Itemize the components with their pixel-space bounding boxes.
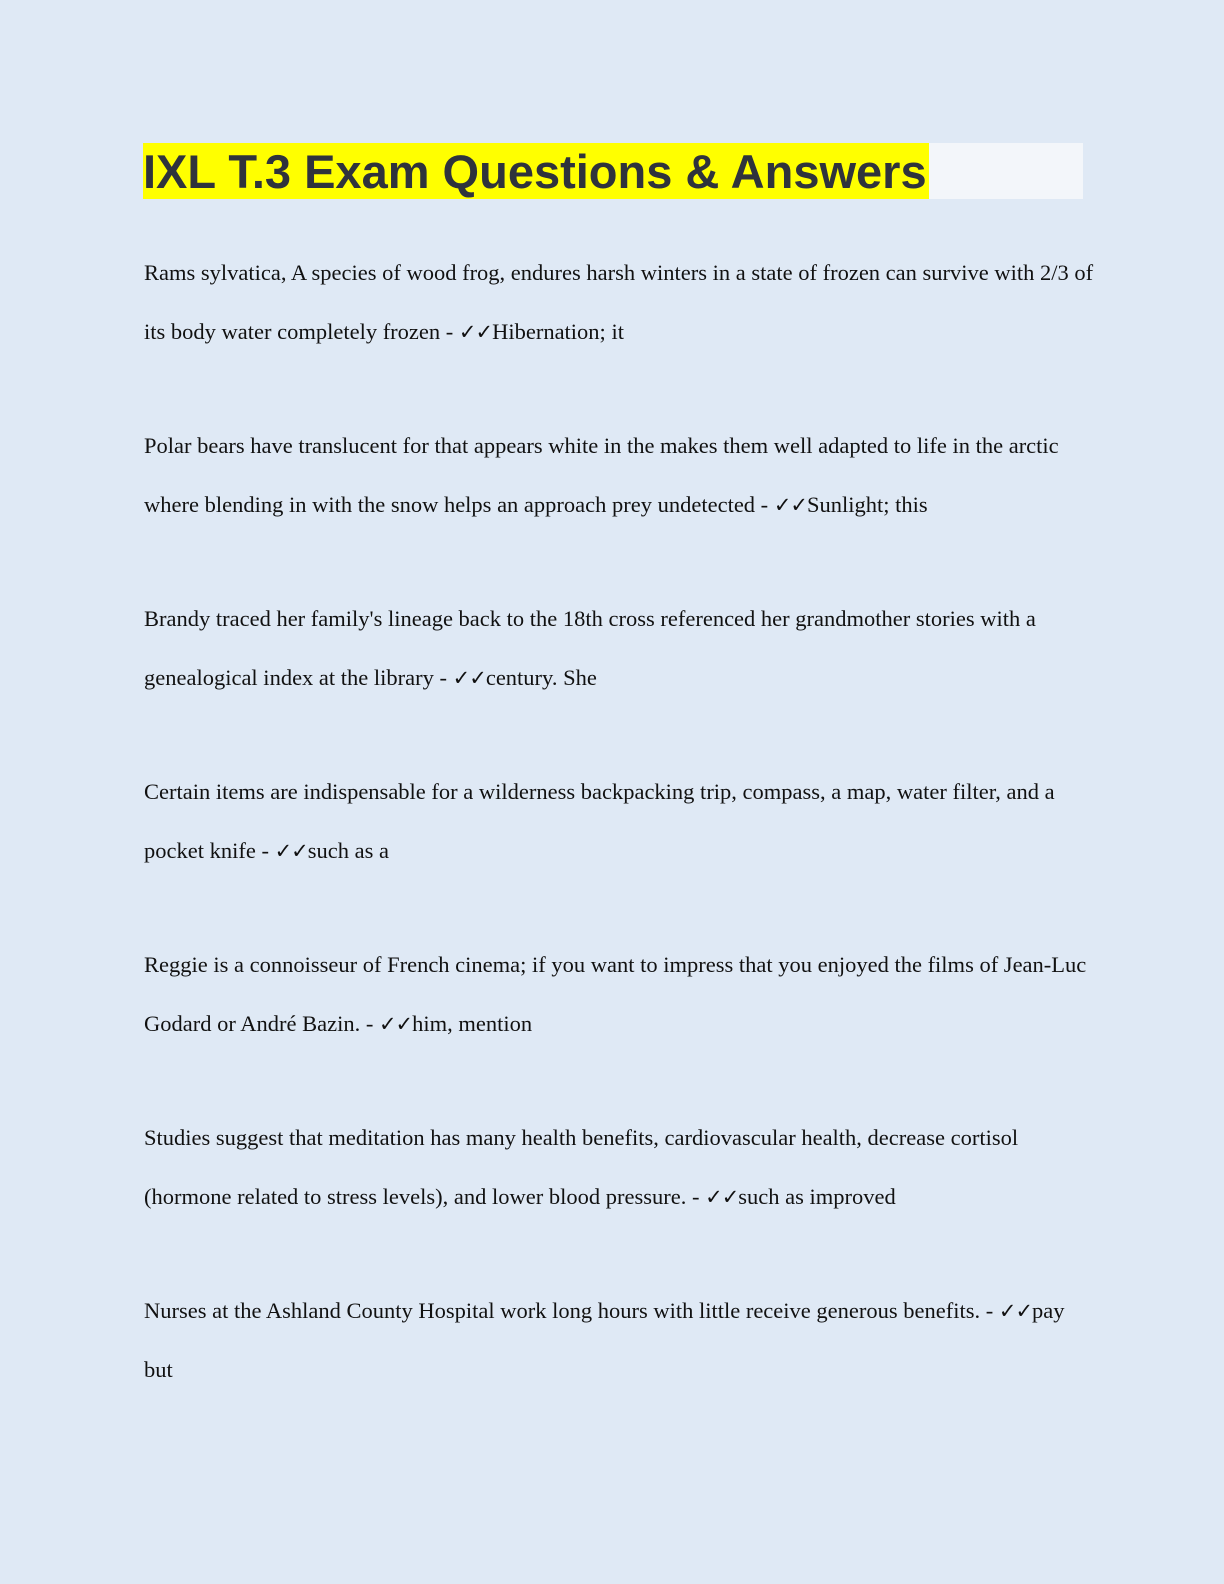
qa-list bbox=[144, 244, 1094, 1455]
answer-text: him, mention bbox=[412, 1010, 533, 1036]
check-mark-icon: ✓✓ bbox=[378, 1011, 413, 1036]
check-mark-icon: ✓✓ bbox=[998, 1299, 1033, 1323]
check-mark-icon: ✓✓ bbox=[274, 838, 308, 863]
qa-item bbox=[144, 1282, 1094, 1399]
qa-item bbox=[144, 936, 1094, 1053]
check-mark-icon: ✓✓ bbox=[705, 1184, 739, 1209]
answer-text: Sunlight; this bbox=[807, 491, 928, 517]
question-text: Polar bears have translucent for that appears white in the makes them well adapted to life in the arctic where blending in with the snow helps an approach prey undetected - bbox=[144, 433, 1059, 517]
qa-item bbox=[144, 244, 1094, 361]
question-text: Brandy traced her family's lineage back to the 18th cross referenced her grandmother stories with a genealogical index at the library - bbox=[144, 606, 1036, 690]
page-title: IXL T.3 Exam Questions & Answers bbox=[143, 145, 927, 198]
qa-item bbox=[144, 1109, 1094, 1226]
question-text: Nurses at the Ashland County Hospital work long hours with little receive generous benefits. - bbox=[144, 1298, 999, 1323]
answer-text: such as improved bbox=[738, 1183, 896, 1209]
qa-item bbox=[144, 763, 1094, 880]
answer-text: such as a bbox=[307, 837, 390, 863]
check-mark-icon: ✓✓ bbox=[458, 319, 493, 344]
answer-text: pay but bbox=[144, 1298, 1065, 1382]
question-text: Certain items are indispensable for a wilderness backpacking trip, compass, a map, water filter, and a pocket knife - bbox=[144, 779, 1055, 863]
check-mark-icon: ✓✓ bbox=[773, 492, 808, 517]
question-text: Studies suggest that meditation has many health benefits, cardiovascular health, decrease cortisol (hormone related to stress levels), and lower blood pressure. - bbox=[144, 1125, 1019, 1209]
title-banner bbox=[143, 143, 1083, 199]
check-mark-icon: ✓✓ bbox=[452, 665, 486, 690]
question-text: Reggie is a connoisseur of French cinema; if you want to impress that you enjoyed the films of Jean-Luc Godard or André Bazin. - bbox=[144, 952, 1087, 1036]
qa-item bbox=[144, 417, 1094, 534]
qa-item bbox=[144, 590, 1094, 707]
answer-text: century. She bbox=[485, 664, 597, 690]
question-text: Rams sylvatica, A species of wood frog, endures harsh winters in a state of frozen can survive with 2/3 of its body water completely frozen - bbox=[144, 260, 1094, 344]
answer-text: Hibernation; it bbox=[492, 318, 624, 344]
